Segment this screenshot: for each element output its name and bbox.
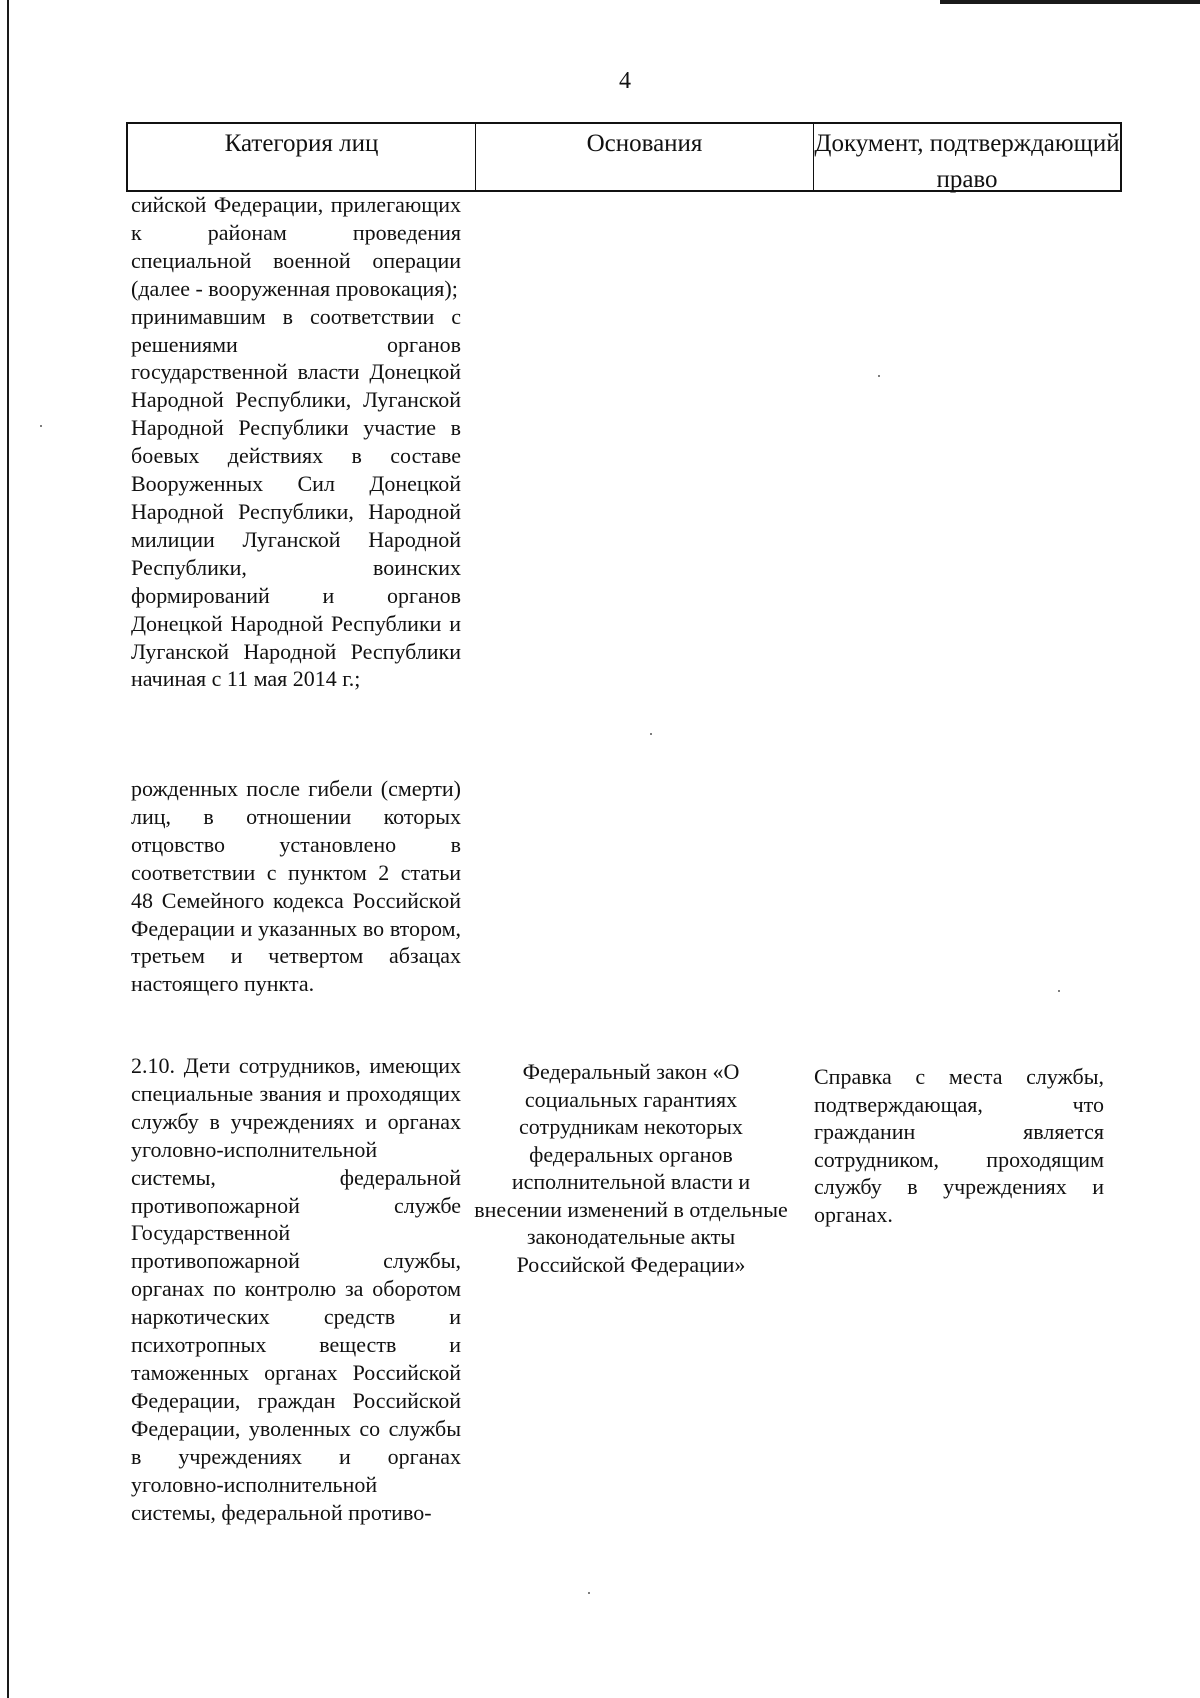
scan-speck xyxy=(878,375,880,377)
category-block-2-10 xyxy=(131,1052,461,1526)
scan-speck xyxy=(588,1592,590,1594)
basis-cell: Федеральный закон «О социальных гарантиях сотрудникам некоторых федеральных органов исполнительной власти и внесении изменений в отдельные законодательные акты Российской Федерации» xyxy=(474,1059,788,1277)
category-paragraph: 2.10. Дети сотрудников, имеющих специальные звания и проходящих службу в учреждениях и органах уголовно-исполнительной системы, федеральной противопожарной службе Государственной противопожарной службы, органах по контролю за оборотом наркотических средств и психотропных веществ и таможенных органах Российской Федерации, граждан Российской Федерации, уволенных со службы в учреждениях и органах уголовно-исполнительной системы, федеральной противо- xyxy=(131,1053,461,1525)
scan-speck xyxy=(1058,990,1060,992)
header-basis: Основания xyxy=(476,124,814,190)
scan-speck xyxy=(40,425,42,427)
scan-edge-left xyxy=(7,0,9,1698)
header-category: Категория лиц xyxy=(128,124,476,190)
page-number: 4 xyxy=(619,68,631,94)
header-document: Документ, подтверждающий право xyxy=(814,130,1120,193)
category-paragraph: рожденных после гибели (смерти) лиц, в отношении которых отцовство установлено в соответствии с пунктом 2 статьи 48 Семейного кодекса Российской Федерации и указанных во втором, третьем и четвертом абзацах настоящего пункта. xyxy=(131,776,461,997)
scan-edge-top xyxy=(940,0,1200,4)
category-block-born-after xyxy=(131,775,461,998)
document-cell: Справка с места службы, подтверждающая, что гражданин является сотрудником, проходящим службу в учреждениях и органах. xyxy=(814,1064,1104,1227)
category-block-continuation xyxy=(131,191,461,693)
table-header xyxy=(126,122,1122,192)
category-paragraph: сийской Федерации, прилегающих к районам проведения специальной военной операции (далее - вооруженная провокация); xyxy=(131,192,461,301)
scan-speck xyxy=(650,733,652,735)
category-paragraph: принимавшим в соответствии с решениями органов государственной власти Донецкой Народной Республики, Луганской Народной Республики участие в боевых действиях в составе Вооруженных Сил Донецкой Народной Республики, Народной милиции Луганской Народной Республики, воинских формирований и органов Донецкой Народной Республики и Луганской Народной Республики начиная с 11 мая 2014 г.; xyxy=(131,303,461,692)
